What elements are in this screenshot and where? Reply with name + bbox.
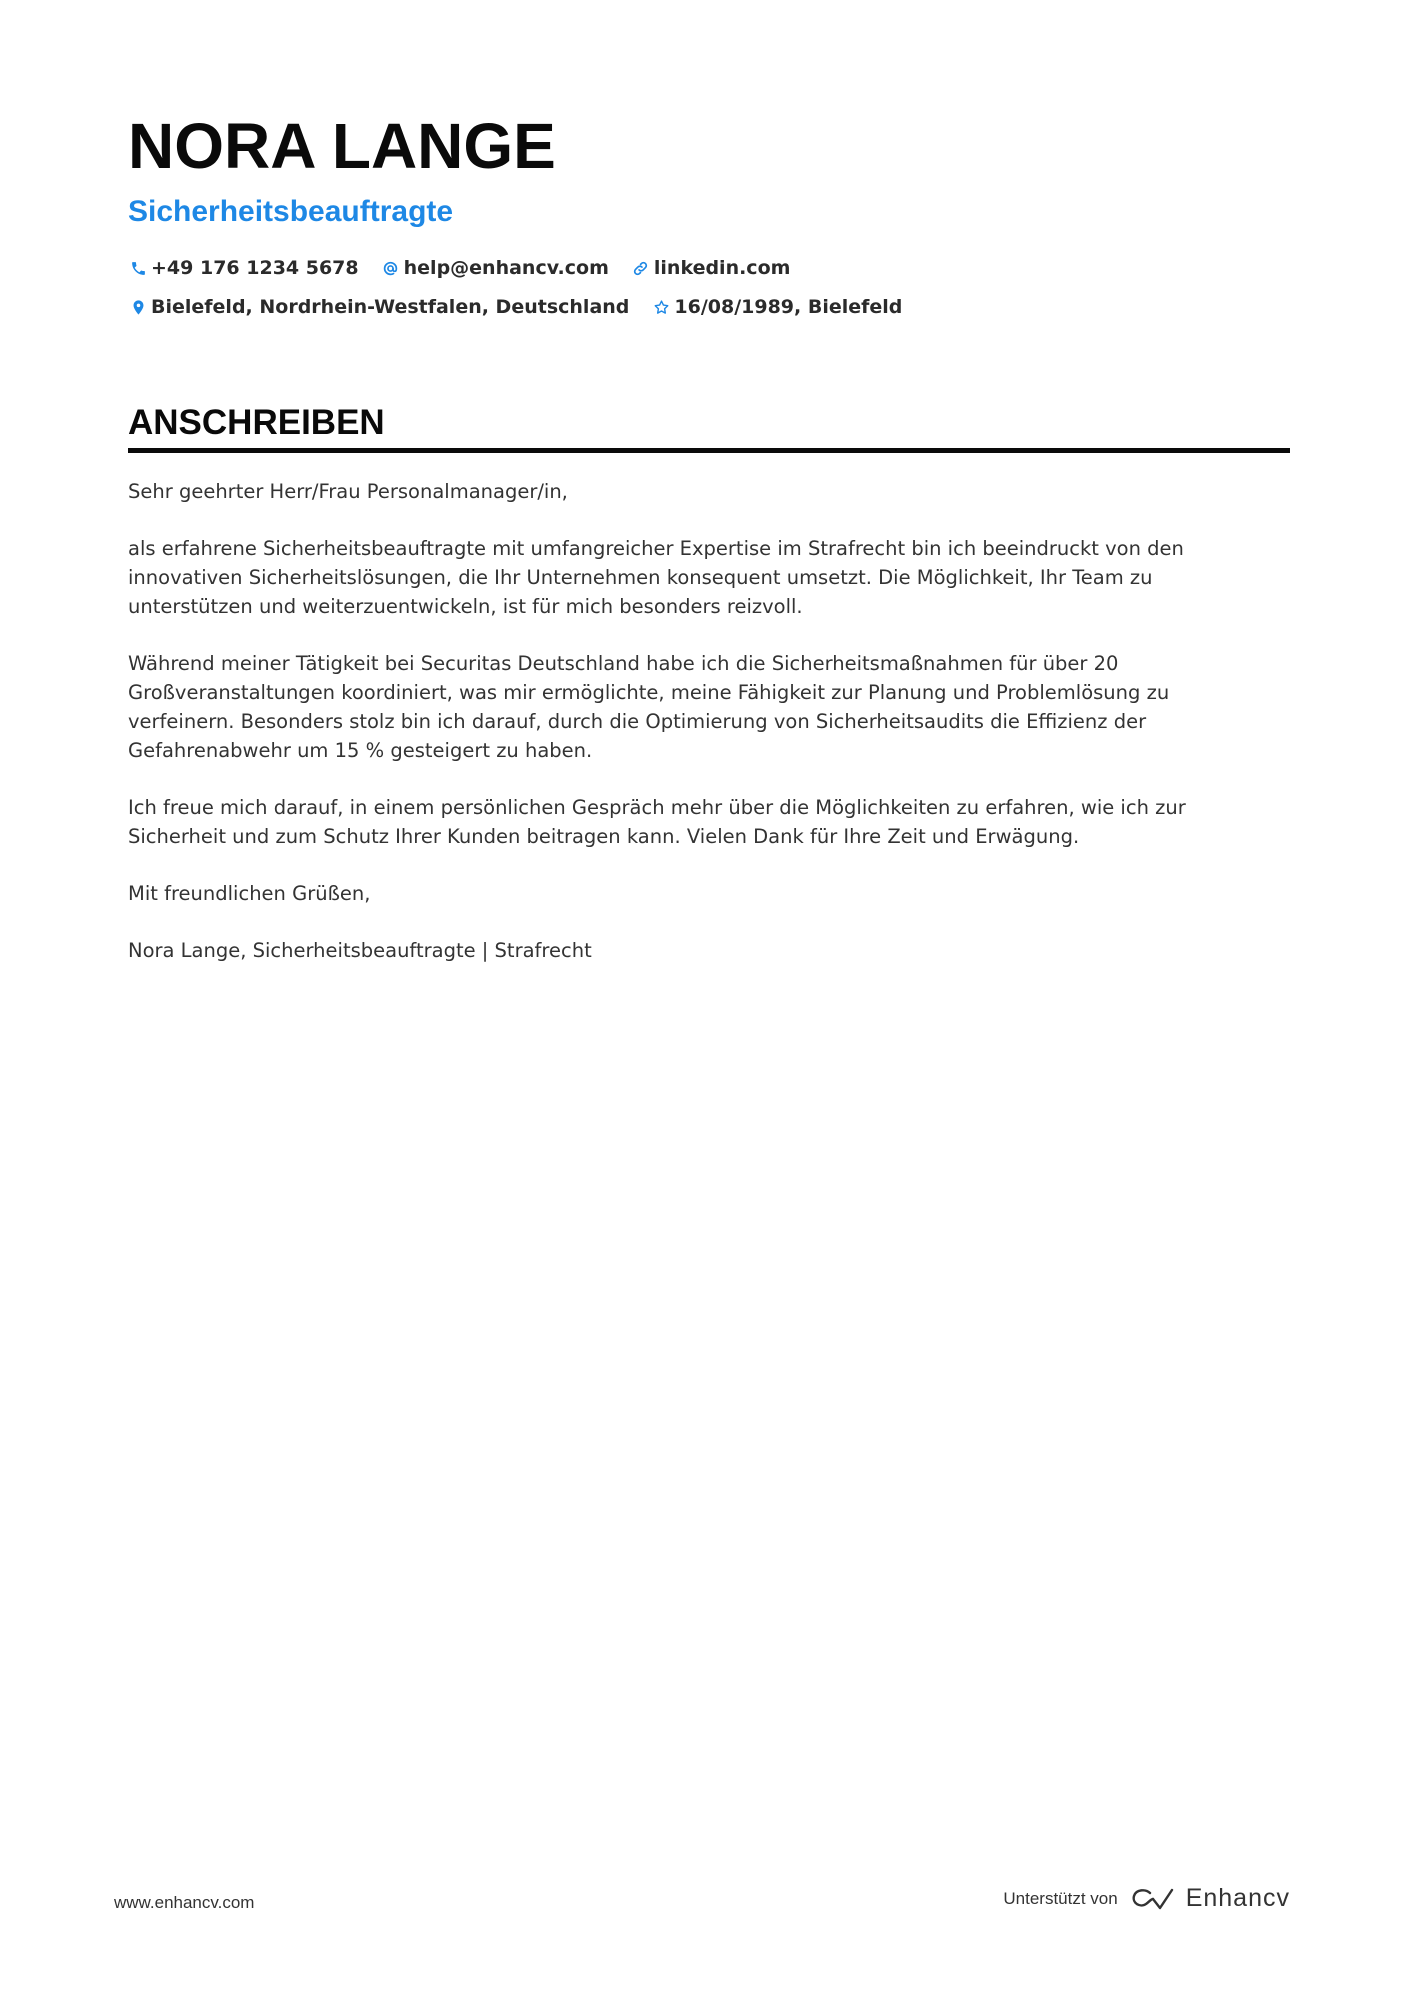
phone-icon xyxy=(128,259,148,279)
enhancv-logo-icon xyxy=(1130,1886,1176,1912)
contact-phone xyxy=(128,254,359,283)
section-title: ANSCHREIBEN xyxy=(128,403,385,442)
letter-salutation: Sehr geehrter Herr/Frau Personalmanager/in, xyxy=(128,480,568,503)
location-pin-icon xyxy=(128,298,148,318)
contact-linkedin[interactable] xyxy=(631,254,791,283)
star-icon xyxy=(651,298,671,318)
footer-branding xyxy=(1003,1884,1290,1913)
letter-closing: Mit freundlichen Grüßen, xyxy=(128,882,371,905)
contact-birth xyxy=(651,293,902,322)
letter-signature: Nora Lange, Sicherheitsbeauftragte | Strafrecht xyxy=(128,939,592,962)
letter-paragraph: Ich freue mich darauf, in einem persönlichen Gespräch mehr über die Möglichkeiten zu erfahren, wie ich zur Sicherheit und zum Schutz Ihrer Kunden beitragen kann. Vielen Dank für Ihre Zeit und Erwägung. xyxy=(128,796,1186,848)
letter-paragraph: Während meiner Tätigkeit bei Securitas Deutschland habe ich die Sicherheitsmaßnahmen für über 20 Großveranstaltungen koordiniert, was mir ermöglichte, meine Fähigkeit zur Planung und Problemlösung zu verfeinern. Besonders stolz bin ich darauf, durch die Optimierung von Sicherheitsaudits die Effizienz der Gefahrenabwehr um 15 % gesteigert zu haben. xyxy=(128,652,1170,762)
resume-header xyxy=(128,108,1288,322)
letter-paragraph: als erfahrene Sicherheitsbeauftragte mit umfangreicher Expertise im Strafrecht bin ich beeindruckt von den innovativen Sicherheitslösungen, die Ihr Unternehmen konsequent umsetzt. Die Möglichkeit, Ihr Team zu unterstützen und weiterzuentwickeln, ist für mich besonders reizvoll. xyxy=(128,537,1184,618)
contact-phone-text: +49 176 1234 5678 xyxy=(151,257,359,279)
section-divider xyxy=(128,448,1290,453)
contact-linkedin-text[interactable]: linkedin.com xyxy=(653,257,791,279)
contact-email[interactable] xyxy=(381,254,609,283)
cover-letter-section xyxy=(128,400,1290,993)
powered-by-text: Unterstützt von xyxy=(1003,1888,1118,1908)
contact-birth-text: 16/08/1989, Bielefeld xyxy=(674,296,903,318)
at-icon xyxy=(381,259,401,279)
link-icon xyxy=(631,259,651,279)
contact-list xyxy=(128,254,1288,322)
brand-name: Enhancv xyxy=(1185,1884,1290,1912)
candidate-name: NORA LANGE xyxy=(128,110,556,182)
footer-website[interactable]: www.enhancv.com xyxy=(114,1893,255,1912)
contact-location xyxy=(128,293,629,322)
letter-body xyxy=(128,477,1208,965)
contact-email-text[interactable]: help@enhancv.com xyxy=(403,257,609,279)
contact-location-text: Bielefeld, Nordrhein-Westfalen, Deutschland xyxy=(151,296,630,318)
candidate-title: Sicherheitsbeauftragte xyxy=(128,195,454,228)
